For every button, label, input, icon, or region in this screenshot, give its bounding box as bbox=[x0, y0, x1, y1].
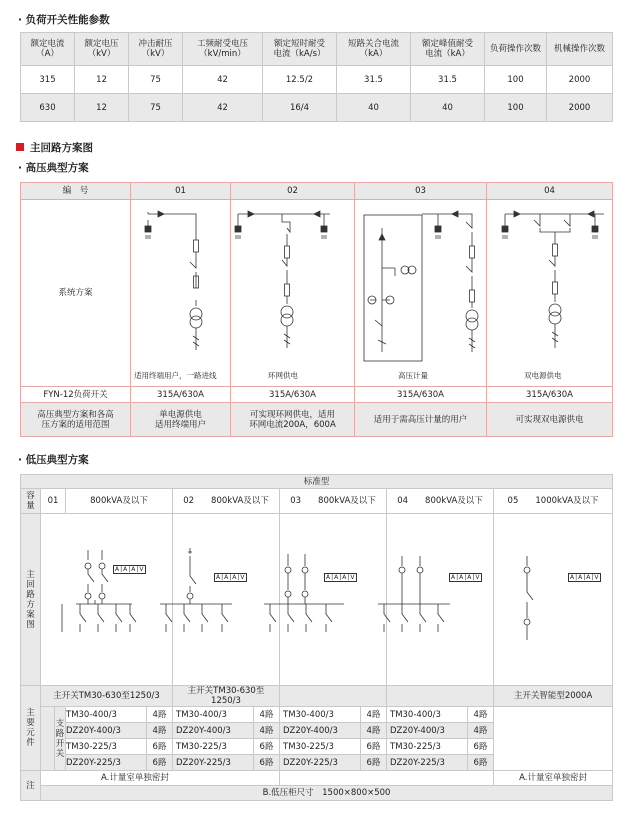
cell: 40 bbox=[337, 94, 411, 122]
branch-count: 4路 bbox=[147, 723, 173, 739]
branch-model: DZ20Y-225/3 bbox=[387, 755, 468, 771]
cell: 12 bbox=[75, 94, 129, 122]
switch-value: 315A/630A bbox=[131, 387, 231, 403]
cell: 100 bbox=[485, 66, 547, 94]
branch-count: 4路 bbox=[468, 723, 494, 739]
cell: 75 bbox=[129, 66, 183, 94]
branch-model: TM30-400/3 bbox=[173, 707, 254, 723]
scope-cell: 适用于需高压计量的用户 bbox=[355, 403, 487, 437]
branch-count: 6路 bbox=[361, 755, 387, 771]
meter-label: A|A|A|V bbox=[115, 566, 145, 573]
scope-cell: 可实现环网供电，适用 环网电流200A，600A bbox=[231, 403, 355, 437]
branch-count: 6路 bbox=[147, 755, 173, 771]
scheme-number: 04 bbox=[487, 183, 613, 200]
cell: 42 bbox=[183, 94, 263, 122]
meter-label: A|A|A|V bbox=[451, 574, 481, 581]
capacity-cell: 05 1000kVA及以下 bbox=[494, 489, 613, 514]
branch-model: TM30-225/3 bbox=[66, 739, 147, 755]
cell: 315 bbox=[21, 66, 75, 94]
components-label: 主 要 元 件 bbox=[21, 686, 41, 771]
cell: 16/4 bbox=[263, 94, 337, 122]
system-label: 系统方案 bbox=[21, 200, 131, 387]
switch-label: FYN-12负荷开关 bbox=[21, 387, 131, 403]
cell: 2000 bbox=[547, 66, 613, 94]
section-title-main-circuit: 主回路方案图 bbox=[16, 140, 93, 155]
scope-cell: 单电源供电 适用终端用户 bbox=[131, 403, 231, 437]
branch-model: DZ20Y-400/3 bbox=[387, 723, 468, 739]
header-cell: 机械操作次数 bbox=[547, 33, 613, 66]
branch-count: 4路 bbox=[254, 707, 280, 723]
branch-count: 4路 bbox=[361, 707, 387, 723]
branch-count: 4路 bbox=[361, 723, 387, 739]
cell: 42 bbox=[183, 66, 263, 94]
branch-count: 4路 bbox=[254, 723, 280, 739]
meter-label: A|A|A|V bbox=[326, 574, 356, 581]
capacity-cell: 04 800kVA及以下 bbox=[387, 489, 494, 514]
header-cell: 冲击耐压 （kV） bbox=[129, 33, 183, 66]
number-label: 编 号 bbox=[21, 183, 131, 200]
branch-count: 6路 bbox=[468, 755, 494, 771]
section-title-hv: · 高压典型方案 bbox=[18, 162, 89, 174]
scheme-label: 环网供电 bbox=[268, 371, 298, 380]
meter-label: A|A|A|V bbox=[216, 574, 246, 581]
main-switch: 主开关TM30-630至1250/3 bbox=[173, 686, 280, 707]
capacity-label: 容 量 bbox=[21, 489, 41, 514]
scheme-number: 01 bbox=[131, 183, 231, 200]
branch-count: 4路 bbox=[147, 707, 173, 723]
section-title-lv: · 低压典型方案 bbox=[18, 454, 89, 466]
scheme-label: 适用终端用户，一路进线 bbox=[134, 371, 217, 380]
switch-value: 315A/630A bbox=[355, 387, 487, 403]
scheme-label: 主 回 路 方 案 图 bbox=[21, 514, 41, 686]
meter-label: A|A|A|V bbox=[570, 574, 600, 581]
header-cell: 额定电压 （kV） bbox=[75, 33, 129, 66]
header-cell: 额定峰值耐受 电流（kA） bbox=[411, 33, 485, 66]
cell: 630 bbox=[21, 94, 75, 122]
section-title-switch-params: · 负荷开关性能参数 bbox=[18, 14, 110, 26]
switch-value: 315A/630A bbox=[231, 387, 355, 403]
branch-model: DZ20Y-225/3 bbox=[66, 755, 147, 771]
lv-scheme-04-diagram bbox=[378, 556, 450, 632]
scheme-number: 02 bbox=[231, 183, 355, 200]
scheme-number: 03 bbox=[355, 183, 487, 200]
scheme-label: 高压计量 bbox=[398, 371, 428, 380]
branch-model: DZ20Y-400/3 bbox=[66, 723, 147, 739]
header-cell: 额定短时耐受 电流（kA/s） bbox=[263, 33, 337, 66]
scheme-no: 01 bbox=[41, 489, 66, 514]
capacity-value: 800kVA及以下 bbox=[66, 489, 173, 514]
cell: 12.5/2 bbox=[263, 66, 337, 94]
cell: 31.5 bbox=[411, 66, 485, 94]
cell: 31.5 bbox=[337, 66, 411, 94]
lv-scheme-05-diagram bbox=[524, 556, 533, 640]
branch-model: DZ20Y-225/3 bbox=[280, 755, 361, 771]
main-switch: 主开关TM30-630至1250/3 bbox=[41, 686, 173, 707]
header-cell: 额定电流 （A） bbox=[21, 33, 75, 66]
header-cell: 工频耐受电压 （kV/min） bbox=[183, 33, 263, 66]
note-b: B.低压柜尺寸 1500×800×500 bbox=[41, 786, 613, 801]
capacity-cell: 03 800kVA及以下 bbox=[280, 489, 387, 514]
cell: 40 bbox=[411, 94, 485, 122]
note-a: A.计量室单独密封 bbox=[494, 771, 613, 786]
branch-model: DZ20Y-400/3 bbox=[280, 723, 361, 739]
branch-model: TM30-225/3 bbox=[387, 739, 468, 755]
scope-label: 高压典型方案和各高 压方案的适用范围 bbox=[21, 403, 131, 437]
note-a: A.计量室单独密封 bbox=[41, 771, 280, 786]
branch-model: TM30-400/3 bbox=[280, 707, 361, 723]
capacity-cell: 02 800kVA及以下 bbox=[173, 489, 280, 514]
header-cell: 负荷操作次数 bbox=[485, 33, 547, 66]
cell: 75 bbox=[129, 94, 183, 122]
scope-cell: 可实现双电源供电 bbox=[487, 403, 613, 437]
branch-model: TM30-400/3 bbox=[387, 707, 468, 723]
branch-count: 4路 bbox=[468, 707, 494, 723]
cell: 100 bbox=[485, 94, 547, 122]
branch-model: TM30-225/3 bbox=[280, 739, 361, 755]
branch-model: DZ20Y-400/3 bbox=[173, 723, 254, 739]
lv-scheme-01-diagram bbox=[62, 550, 136, 632]
branch-count: 6路 bbox=[468, 739, 494, 755]
scheme-label: 双电源供电 bbox=[524, 371, 562, 380]
branch-count: 6路 bbox=[361, 739, 387, 755]
switch-value: 315A/630A bbox=[487, 387, 613, 403]
branch-model: TM30-225/3 bbox=[173, 739, 254, 755]
main-switch: 主开关智能型2000A bbox=[494, 686, 613, 707]
lv-scheme-03-diagram bbox=[264, 554, 344, 632]
branch-count: 6路 bbox=[254, 755, 280, 771]
branch-count: 6路 bbox=[147, 739, 173, 755]
note-label: 注 bbox=[21, 771, 41, 801]
branch-model: TM30-400/3 bbox=[66, 707, 147, 723]
header-cell: 短路关合电流 （kA） bbox=[337, 33, 411, 66]
cell: 2000 bbox=[547, 94, 613, 122]
branch-model: DZ20Y-225/3 bbox=[173, 755, 254, 771]
lv-scheme-02-diagram bbox=[160, 548, 232, 632]
branch-label: 支 路 开 关 bbox=[55, 707, 66, 771]
standard-label: 标准型 bbox=[21, 475, 613, 489]
branch-count: 6路 bbox=[254, 739, 280, 755]
cell: 12 bbox=[75, 66, 129, 94]
